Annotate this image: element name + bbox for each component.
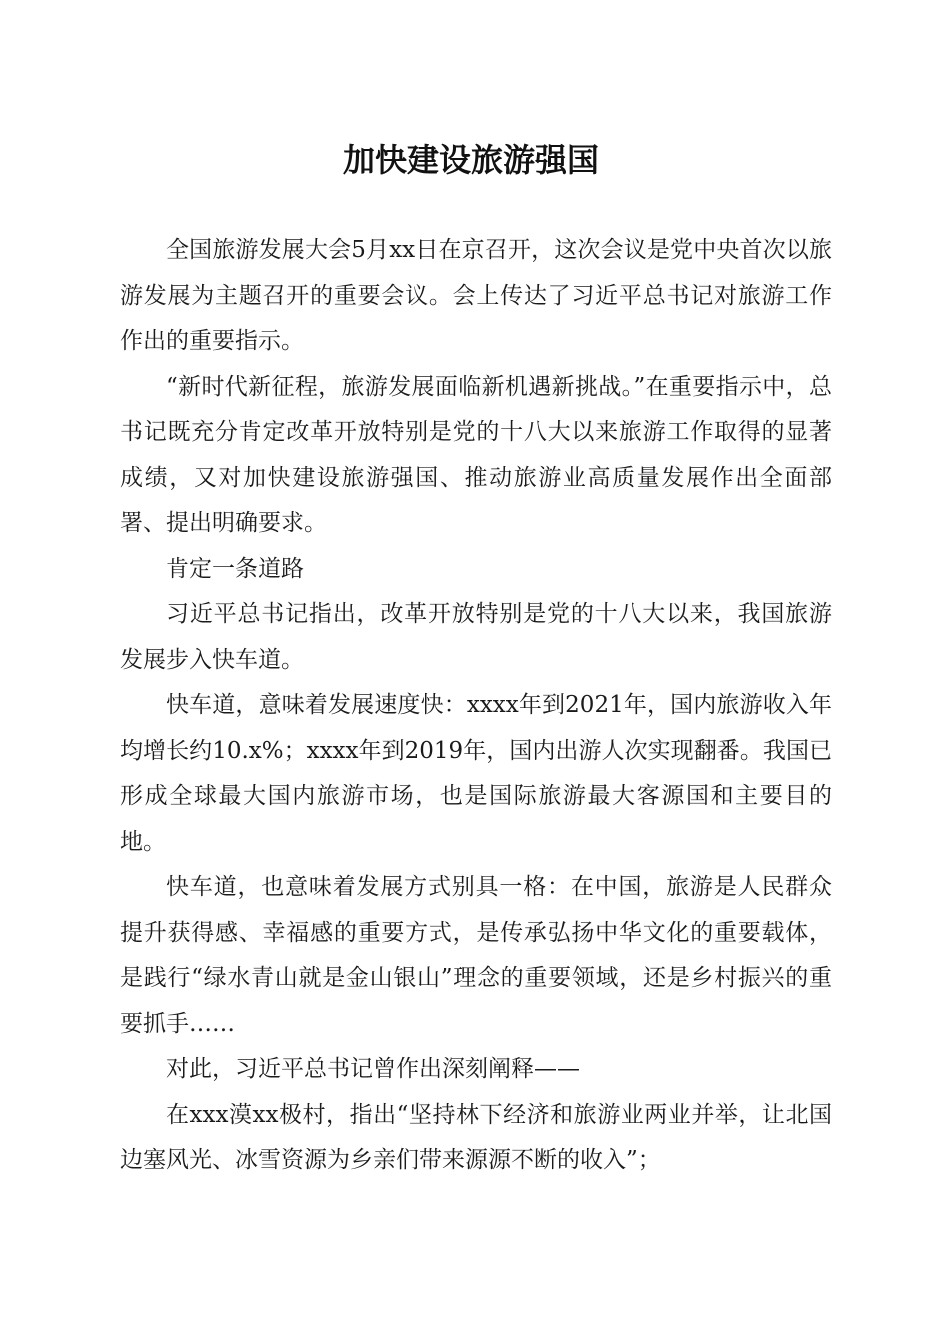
paragraph-fast-lane: 习近平总书记指出，改革开放特别是党的十八大以来，我国旅游发展步入快车道。: [120, 601, 832, 673]
paragraph-intro: 全国旅游发展大会5月xx日在京召开，这次会议是党中央首次以旅游发展为主题召开的重要会议。会上传达了习近平总书记对旅游工作作出的重要指示。: [120, 237, 832, 354]
paragraph-example: 在xxx漠xx极村，指出“坚持林下经济和旅游业两业并举，让北国边塞风光、冰雪资源为乡亲们带来源源不断的收入”；: [120, 1101, 832, 1173]
paragraph-development-mode: 快车道，也意味着发展方式别具一格：在中国，旅游是人民群众提升获得感、幸福感的重要方式，是传承弘扬中华文化的重要载体，是践行“绿水青山就是金山银山”理念的重要领域，还是乡村振兴的重要抓手……: [120, 874, 832, 1037]
paragraph-explanation: 对此，习近平总书记曾作出深刻阐释——: [166, 1056, 580, 1082]
paragraph-growth-speed: 快车道，意味着发展速度快：xxxx年到2021年，国内旅游收入年均增长约10.x%；xxxx年到2019年，国内出游人次实现翻番。我国已形成全球最大国内旅游市场，也是国际旅游最大客源国和主要目的地。: [120, 692, 832, 855]
paragraph-instruction: “新时代新征程，旅游发展面临新机遇新挑战。”在重要指示中，总书记既充分肯定改革开放特别是党的十八大以来旅游工作取得的显著成绩，又对加快建设旅游强国、推动旅游业高质量发展作出全面部署、提出明确要求。: [120, 373, 832, 536]
section-heading: 肯定一条道路: [166, 555, 304, 582]
document-body: [120, 228, 832, 1184]
document-title: 加快建设旅游强国: [342, 141, 599, 179]
